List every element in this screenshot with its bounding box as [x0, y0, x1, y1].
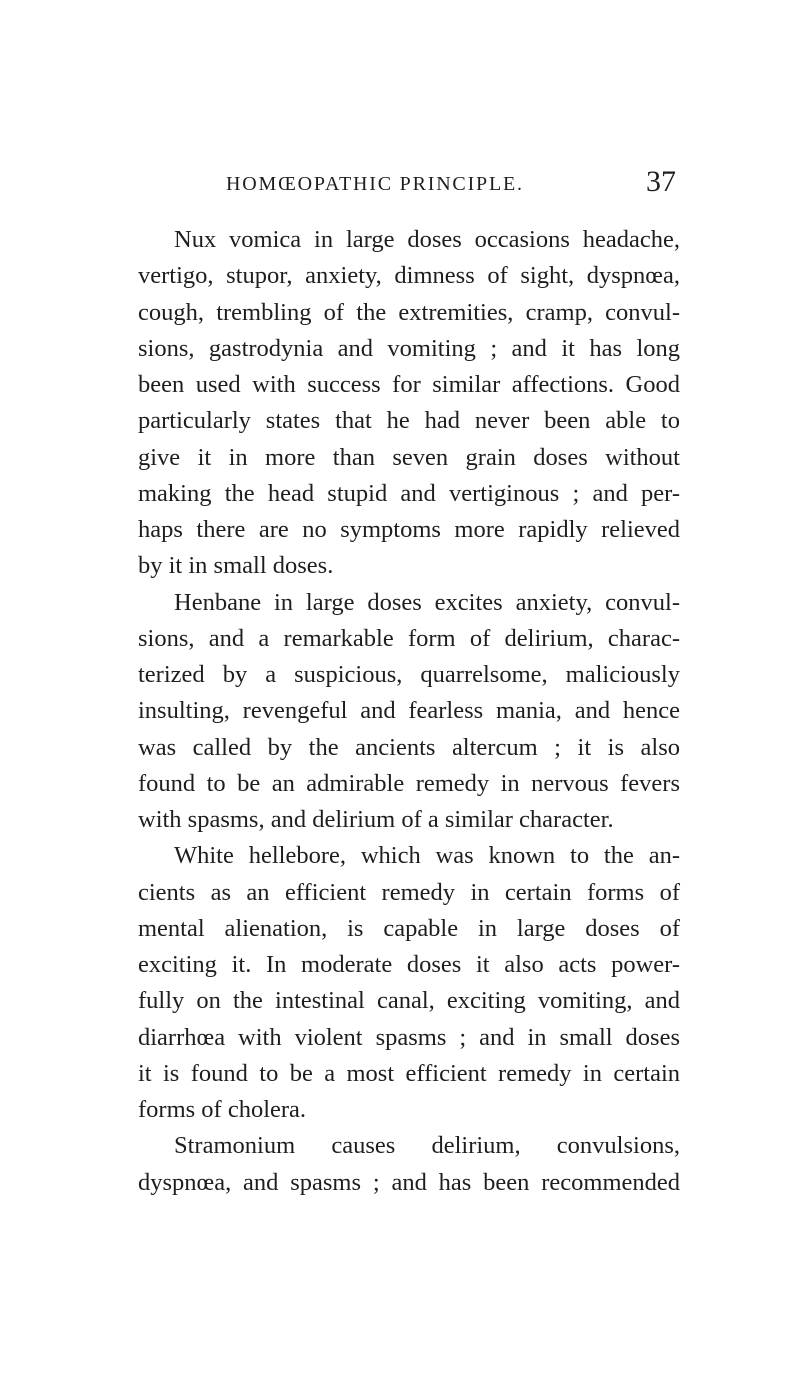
paragraph-stramonium: [138, 1128, 680, 1201]
text-line: diarrhœa with violent spasms ; and in small doses: [138, 1023, 680, 1051]
text-line: sions, gastrodynia and vomiting ; and it has long: [138, 334, 680, 362]
text-line: terized by a suspicious, quarrelsome, maliciously: [138, 661, 680, 688]
text-line: by it in small doses.: [138, 552, 334, 580]
body-text: [138, 222, 680, 1201]
text-line: White hellebore, which was known to the an-: [174, 842, 680, 870]
paragraph-white-hellebore: [138, 838, 680, 1128]
text-line: vertigo, stupor, anxiety, dimness of sight, dyspnœa,: [138, 262, 680, 290]
page-number: 37: [646, 165, 676, 198]
running-head-title: HOMŒOPATHIC PRINCIPLE.: [226, 173, 524, 195]
text-line: Stramonium causes delirium, convulsions,: [174, 1132, 680, 1160]
paragraph-nux-vomica: [138, 222, 680, 585]
text-line: exciting it. In moderate doses it also acts power-: [138, 951, 680, 978]
text-line: sions, and a remarkable form of delirium, charac-: [138, 624, 680, 652]
text-line: insulting, revengeful and fearless mania, and hence: [138, 697, 680, 725]
text-line: been used with success for similar affections. Good: [138, 371, 680, 398]
text-line: cients as an efficient remedy in certain forms of: [138, 878, 680, 906]
text-line: making the head stupid and vertiginous ; and per-: [138, 479, 680, 507]
text-line: fully on the intestinal canal, exciting vomiting, and: [138, 987, 680, 1015]
text-line: dyspnœa, and spasms ; and has been recommended: [138, 1168, 680, 1196]
text-line: Henbane in large doses excites anxiety, convul-: [174, 588, 680, 616]
text-line: mental alienation, is capable in large doses of: [138, 914, 680, 942]
text-line: haps there are no symptoms more rapidly relieved: [138, 516, 680, 543]
text-line: Nux vomica in large doses occasions headache,: [174, 226, 680, 253]
text-line: with spasms, and delirium of a similar character.: [138, 806, 614, 833]
text-line: give it in more than seven grain doses without: [138, 443, 680, 471]
running-head: [226, 165, 676, 200]
text-line: forms of cholera.: [138, 1096, 307, 1123]
text-line: found to be an admirable remedy in nervous fevers: [138, 769, 680, 797]
text-line: particularly states that he had never been able to: [138, 407, 680, 435]
text-line: was called by the ancients altercum ; it is also: [138, 733, 680, 761]
paragraph-henbane: [138, 585, 680, 839]
text-line: it is found to be a most efficient remedy in certain: [138, 1059, 680, 1087]
text-line: cough, trembling of the extremities, cramp, convul-: [138, 298, 680, 326]
